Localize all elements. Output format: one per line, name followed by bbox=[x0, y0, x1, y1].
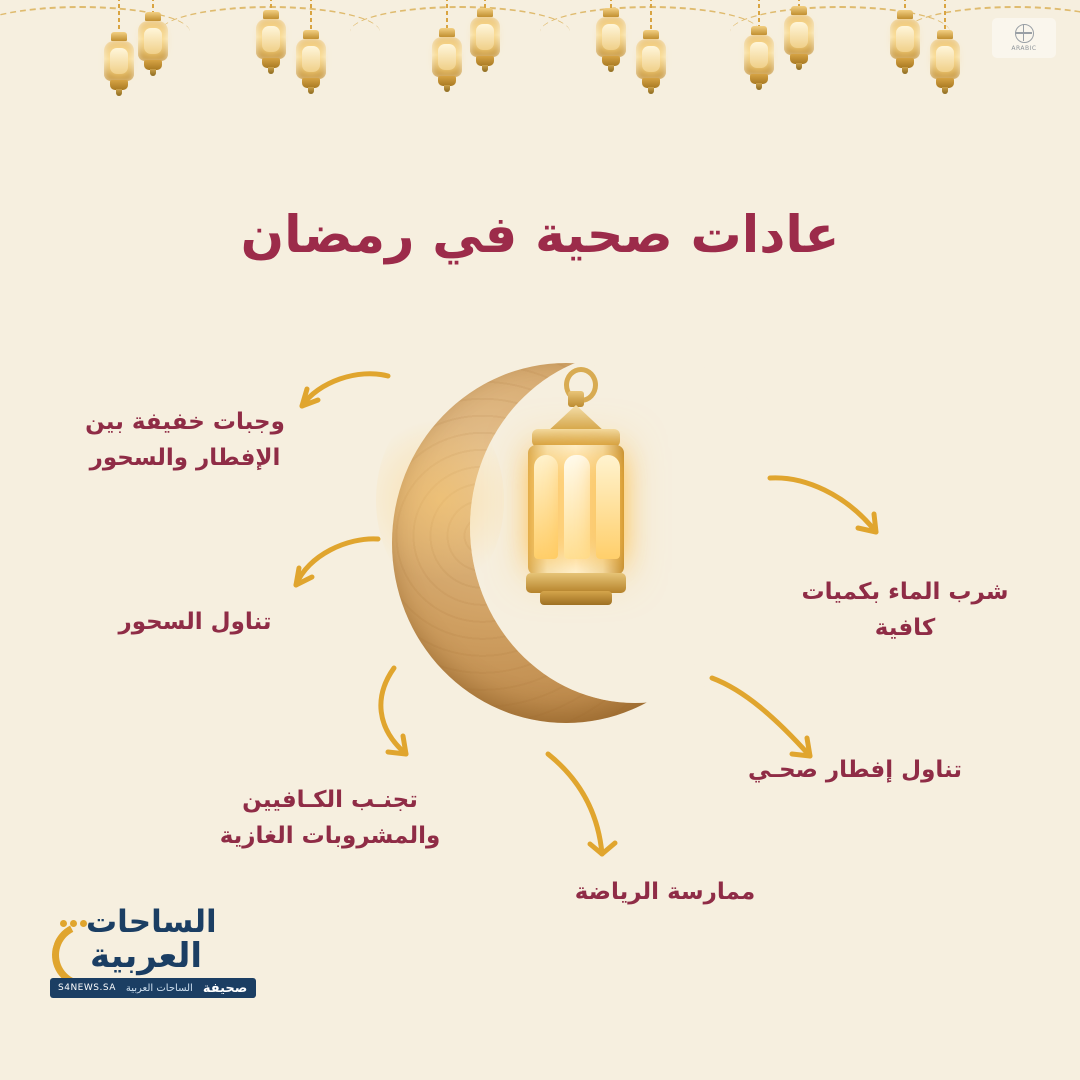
tip-label-snacks bbox=[60, 405, 310, 476]
arrow-to-suhoor bbox=[282, 533, 392, 613]
tip-label-water bbox=[790, 575, 1020, 646]
logo-badge-en: S4NEWS.SA bbox=[58, 983, 116, 993]
tip-line: تناول السحور bbox=[118, 609, 272, 635]
logo-badge-label: صحيفة bbox=[202, 980, 248, 996]
lantern-cluster bbox=[80, 0, 250, 140]
logo-line-1: الساحات bbox=[86, 904, 217, 940]
tip-label-sport bbox=[545, 875, 785, 911]
tip-line: تجنـب الكـافيين bbox=[242, 787, 418, 813]
tip-label-suhoor bbox=[100, 605, 290, 641]
tip-line: شرب الماء بكميات bbox=[801, 579, 1009, 605]
brand-logo[interactable] bbox=[44, 900, 264, 1010]
tip-line: ممارسة الرياضة bbox=[574, 879, 756, 905]
logo-badge bbox=[50, 978, 256, 998]
lantern-cluster bbox=[732, 0, 902, 140]
logo-badge-sub: الساحات العربية bbox=[125, 982, 193, 994]
lantern-cluster bbox=[248, 0, 418, 140]
tip-line: تناول إفطار صحـي bbox=[747, 757, 963, 783]
tip-line: وجبات خفيفة بين bbox=[85, 409, 285, 435]
tip-label-caffeine bbox=[200, 783, 460, 854]
tip-label-iftar bbox=[740, 753, 970, 789]
watermark bbox=[992, 18, 1056, 58]
tip-line: والمشروبات الغازية bbox=[219, 822, 441, 849]
arrow-to-water bbox=[762, 472, 892, 562]
tip-line: الإفطار والسحور bbox=[89, 444, 281, 471]
arrow-to-sport bbox=[536, 748, 636, 878]
watermark-label: ARABIC bbox=[1011, 45, 1037, 52]
globe-icon bbox=[1015, 24, 1034, 43]
lantern-icon bbox=[506, 367, 646, 667]
logo-line-2: العربية bbox=[90, 936, 203, 976]
page-title: عادات صحية في رمضان bbox=[240, 206, 840, 265]
arrow-to-caffeine bbox=[370, 662, 480, 772]
lantern-cluster bbox=[418, 0, 588, 140]
lantern-garland bbox=[0, 0, 1080, 150]
tip-line: كافية bbox=[874, 614, 936, 641]
